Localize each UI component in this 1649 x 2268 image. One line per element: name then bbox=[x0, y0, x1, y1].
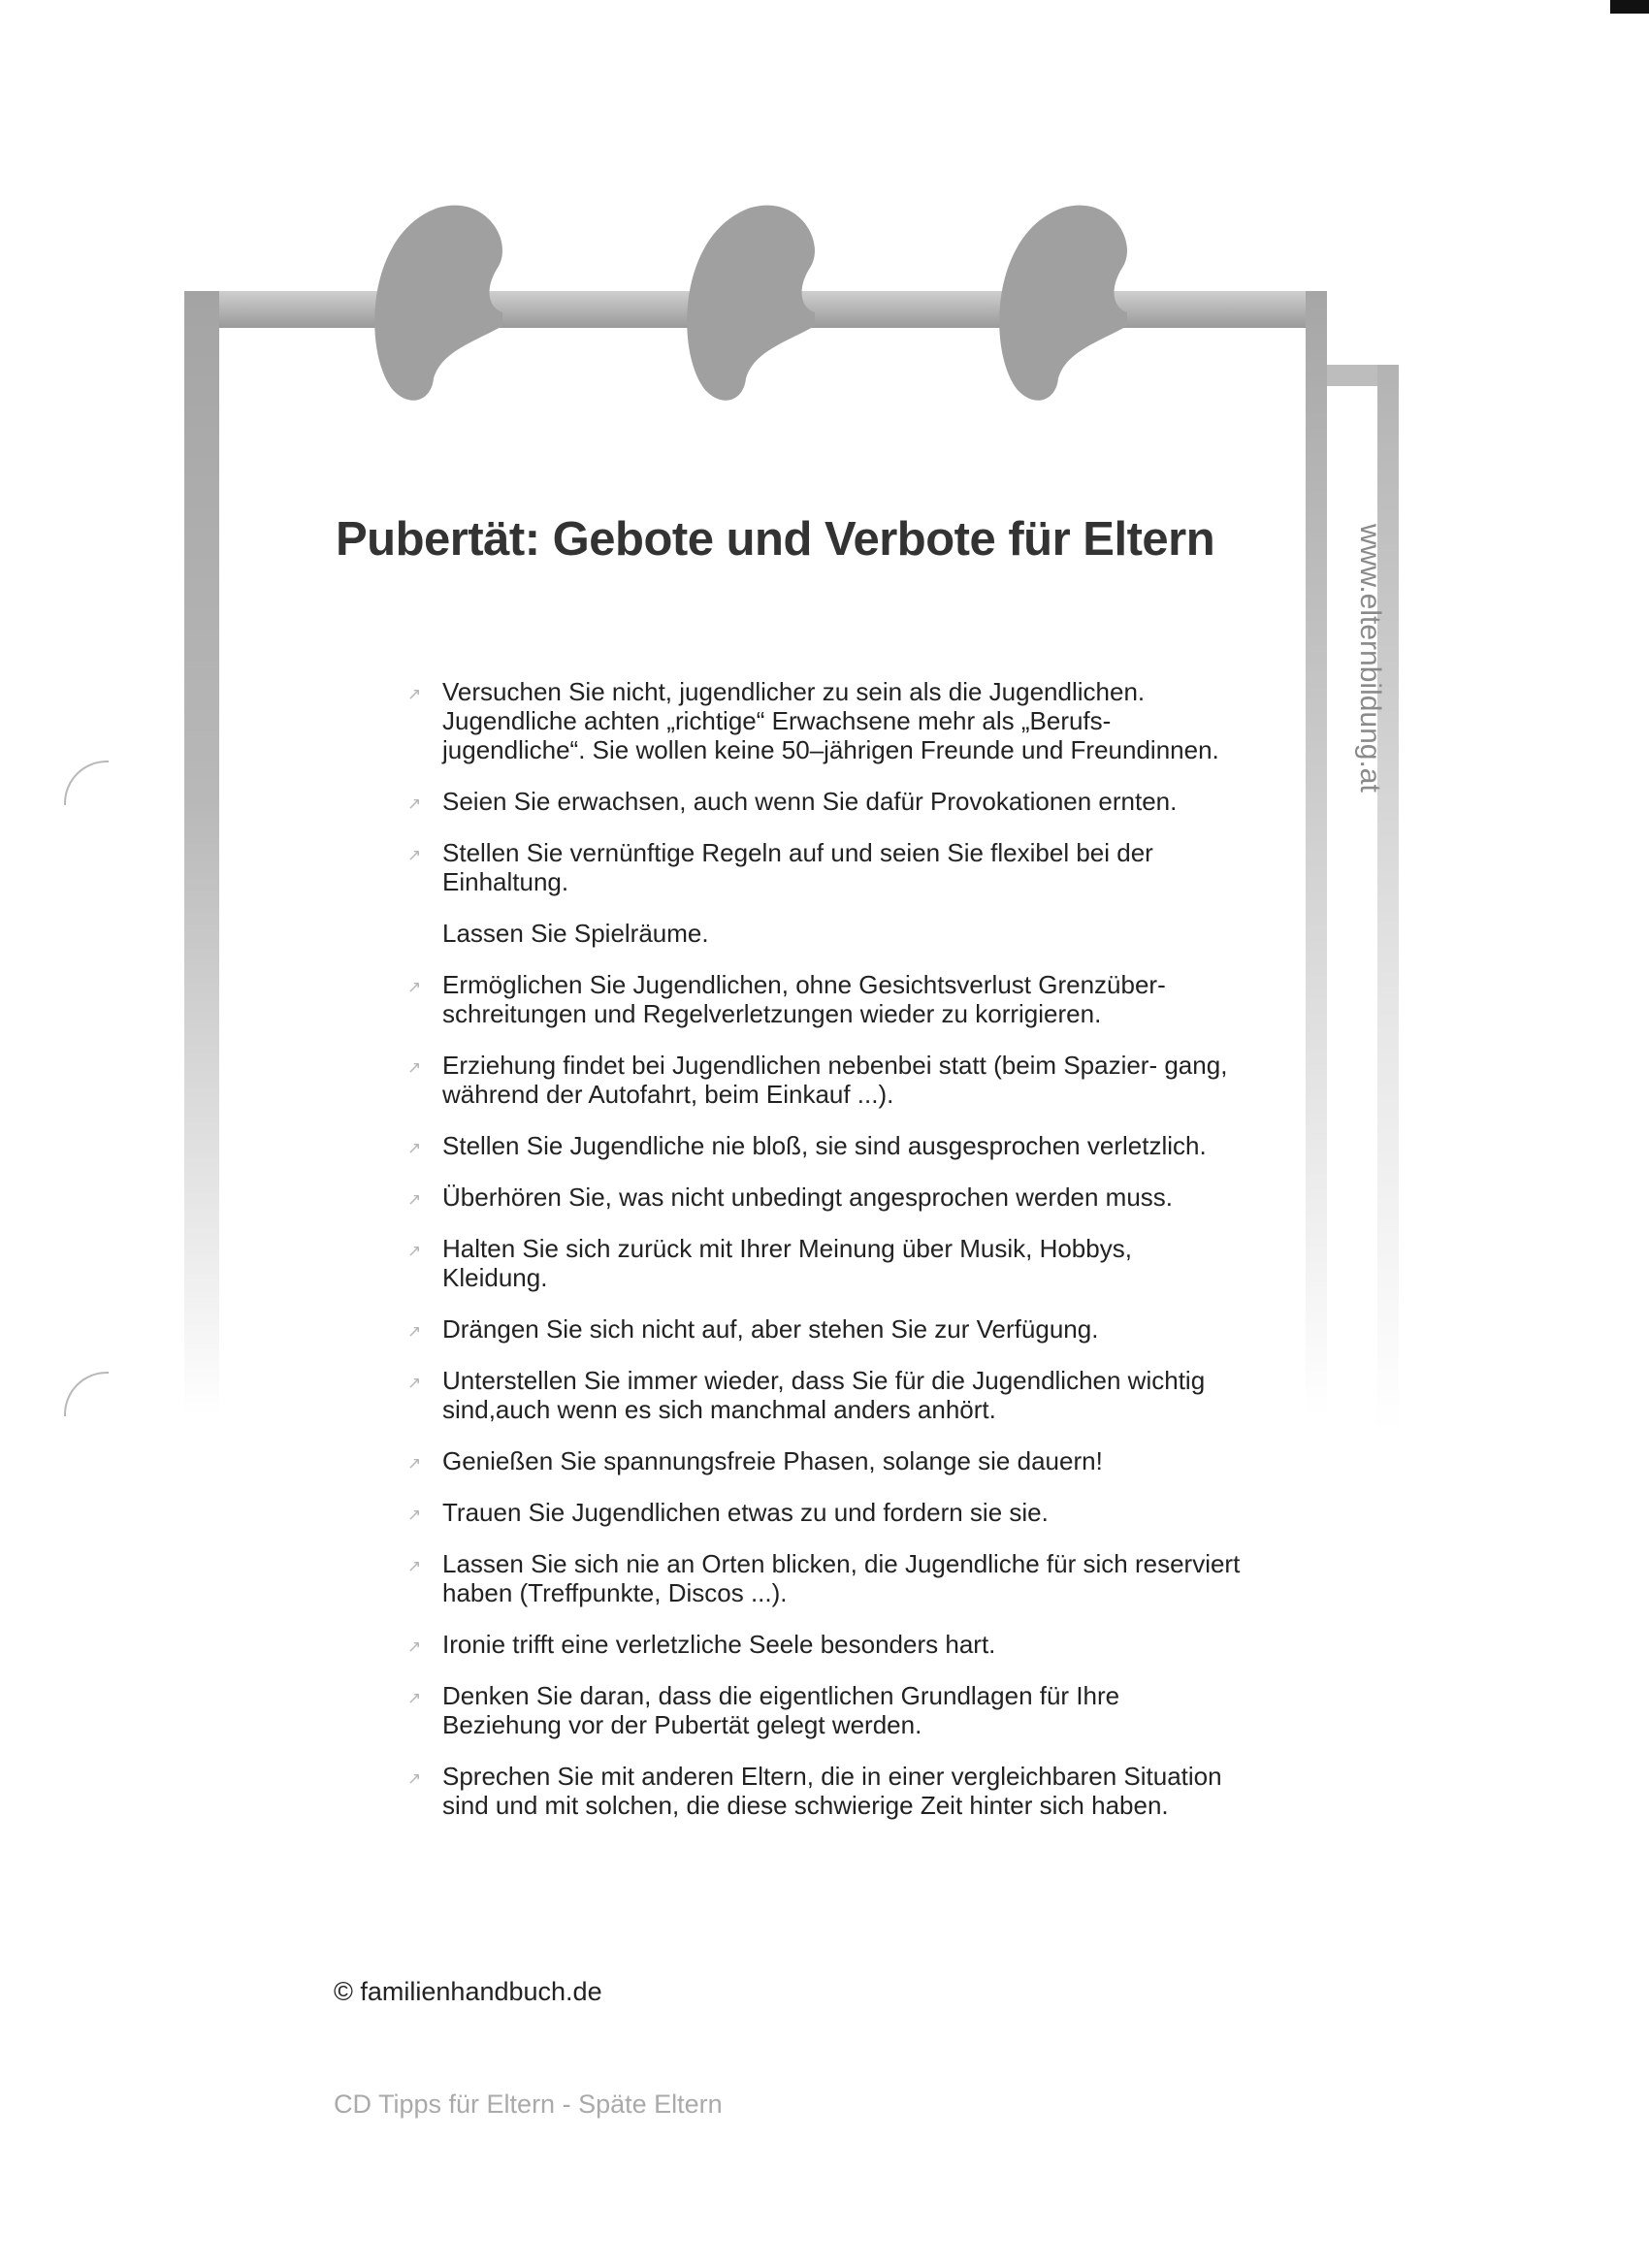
arrow-up-right-icon: ↗ bbox=[407, 685, 422, 703]
tip-text: Erziehung findet bei Jugendlichen nebenbei statt (beim Spazier- gang, während der Autofahrt, beim Einkauf ...). bbox=[442, 1051, 1228, 1109]
page-title: Pubertät: Gebote und Verbote für Eltern bbox=[336, 513, 1215, 566]
arrow-up-right-icon: ↗ bbox=[407, 1190, 422, 1209]
tip-item bbox=[407, 1681, 1242, 1739]
tip-text: Ironie trifft eine verletzliche Seele besonders hart. bbox=[442, 1630, 996, 1659]
tip-item bbox=[407, 1234, 1242, 1292]
tip-text: Trauen Sie Jugendlichen etwas zu und fordern sie sie. bbox=[442, 1498, 1049, 1527]
tip-item bbox=[407, 1131, 1242, 1160]
tip-item bbox=[407, 1051, 1242, 1109]
tip-item bbox=[407, 1314, 1242, 1344]
binder-ring-1 bbox=[374, 206, 502, 401]
tip-text: Lassen Sie Spielräume. bbox=[442, 919, 709, 948]
tip-item bbox=[407, 1366, 1242, 1424]
tip-item bbox=[407, 1549, 1242, 1607]
tip-text: Denken Sie daran, dass die eigentlichen Grundlagen für Ihre Beziehung vor der Pubertät gelegt werden. bbox=[442, 1681, 1120, 1739]
arrow-up-right-icon: ↗ bbox=[407, 1506, 422, 1524]
arrow-up-right-icon: ↗ bbox=[407, 1637, 422, 1656]
tip-item bbox=[407, 1762, 1242, 1820]
arrow-up-right-icon: ↗ bbox=[407, 978, 422, 996]
arrow-up-right-icon: ↗ bbox=[407, 1242, 422, 1260]
arrow-up-right-icon: ↗ bbox=[407, 1058, 422, 1077]
arrow-up-right-icon: ↗ bbox=[407, 1769, 422, 1788]
tip-text: Seien Sie erwachsen, auch wenn Sie dafür Provokationen ernten. bbox=[442, 787, 1178, 816]
tip-item bbox=[407, 919, 1242, 948]
tip-text: Stellen Sie vernünftige Regeln auf und seien Sie flexibel bei der Einhaltung. bbox=[442, 838, 1153, 896]
binder-ring-2 bbox=[687, 206, 815, 401]
arrow-up-right-icon: ↗ bbox=[407, 1322, 422, 1341]
tip-item bbox=[407, 970, 1242, 1028]
tip-text: Überhören Sie, was nicht unbedingt angesprochen werden muss. bbox=[442, 1183, 1174, 1212]
tip-text: Ermöglichen Sie Jugendlichen, ohne Gesichtsverlust Grenzüber- schreitungen und Regelverletzungen wieder zu korrigieren. bbox=[442, 970, 1166, 1028]
tip-item bbox=[407, 1183, 1242, 1212]
binder-ring-3 bbox=[999, 206, 1127, 401]
tip-text: Halten Sie sich zurück mit Ihrer Meinung über Musik, Hobbys, Kleidung. bbox=[442, 1234, 1132, 1292]
tip-text: Drängen Sie sich nicht auf, aber stehen Sie zur Verfügung. bbox=[442, 1314, 1099, 1344]
arrow-up-right-icon: ↗ bbox=[407, 794, 422, 813]
tip-item bbox=[407, 1498, 1242, 1527]
arrow-up-right-icon: ↗ bbox=[407, 846, 422, 864]
tip-item bbox=[407, 838, 1242, 896]
tip-text: Stellen Sie Jugendliche nie bloß, sie sind ausgesprochen verletzlich. bbox=[442, 1131, 1207, 1160]
tip-text: Versuchen Sie nicht, jugendlicher zu sein als die Jugendlichen. Jugendliche achten „richtige“ Erwachsene mehr als „Berufs- jugendliche“. Sie wollen keine 50–jährigen Freunde und Freundinnen. bbox=[442, 677, 1219, 764]
arrow-up-right-icon: ↗ bbox=[407, 1139, 422, 1157]
tip-item bbox=[407, 787, 1242, 816]
tips-list bbox=[407, 677, 1242, 1842]
tip-text: Sprechen Sie mit anderen Eltern, die in einer vergleichbaren Situation sind und mit solchen, die diese schwierige Zeit hinter sich haben. bbox=[442, 1762, 1222, 1820]
footer-source: CD Tipps für Eltern - Späte Eltern bbox=[334, 2090, 723, 2119]
side-url: www.elternbildung.at bbox=[1354, 524, 1386, 793]
tip-text: Genießen Sie spannungsfreie Phasen, solange sie dauern! bbox=[442, 1446, 1103, 1475]
arrow-up-right-icon: ↗ bbox=[407, 1374, 422, 1392]
tip-item bbox=[407, 677, 1242, 764]
tip-text: Lassen Sie sich nie an Orten blicken, die Jugendliche für sich reserviert haben (Treffpunkte, Discos ...). bbox=[442, 1549, 1241, 1607]
arrow-up-right-icon: ↗ bbox=[407, 1689, 422, 1707]
arrow-up-right-icon: ↗ bbox=[407, 1454, 422, 1473]
tip-item bbox=[407, 1446, 1242, 1475]
copyright-notice: © familienhandbuch.de bbox=[334, 1977, 602, 2006]
tip-item bbox=[407, 1630, 1242, 1659]
tip-text: Unterstellen Sie immer wieder, dass Sie für die Jugendlichen wichtig sind,auch wenn es sich manchmal anders anhört. bbox=[442, 1366, 1206, 1424]
arrow-up-right-icon: ↗ bbox=[407, 1557, 422, 1575]
